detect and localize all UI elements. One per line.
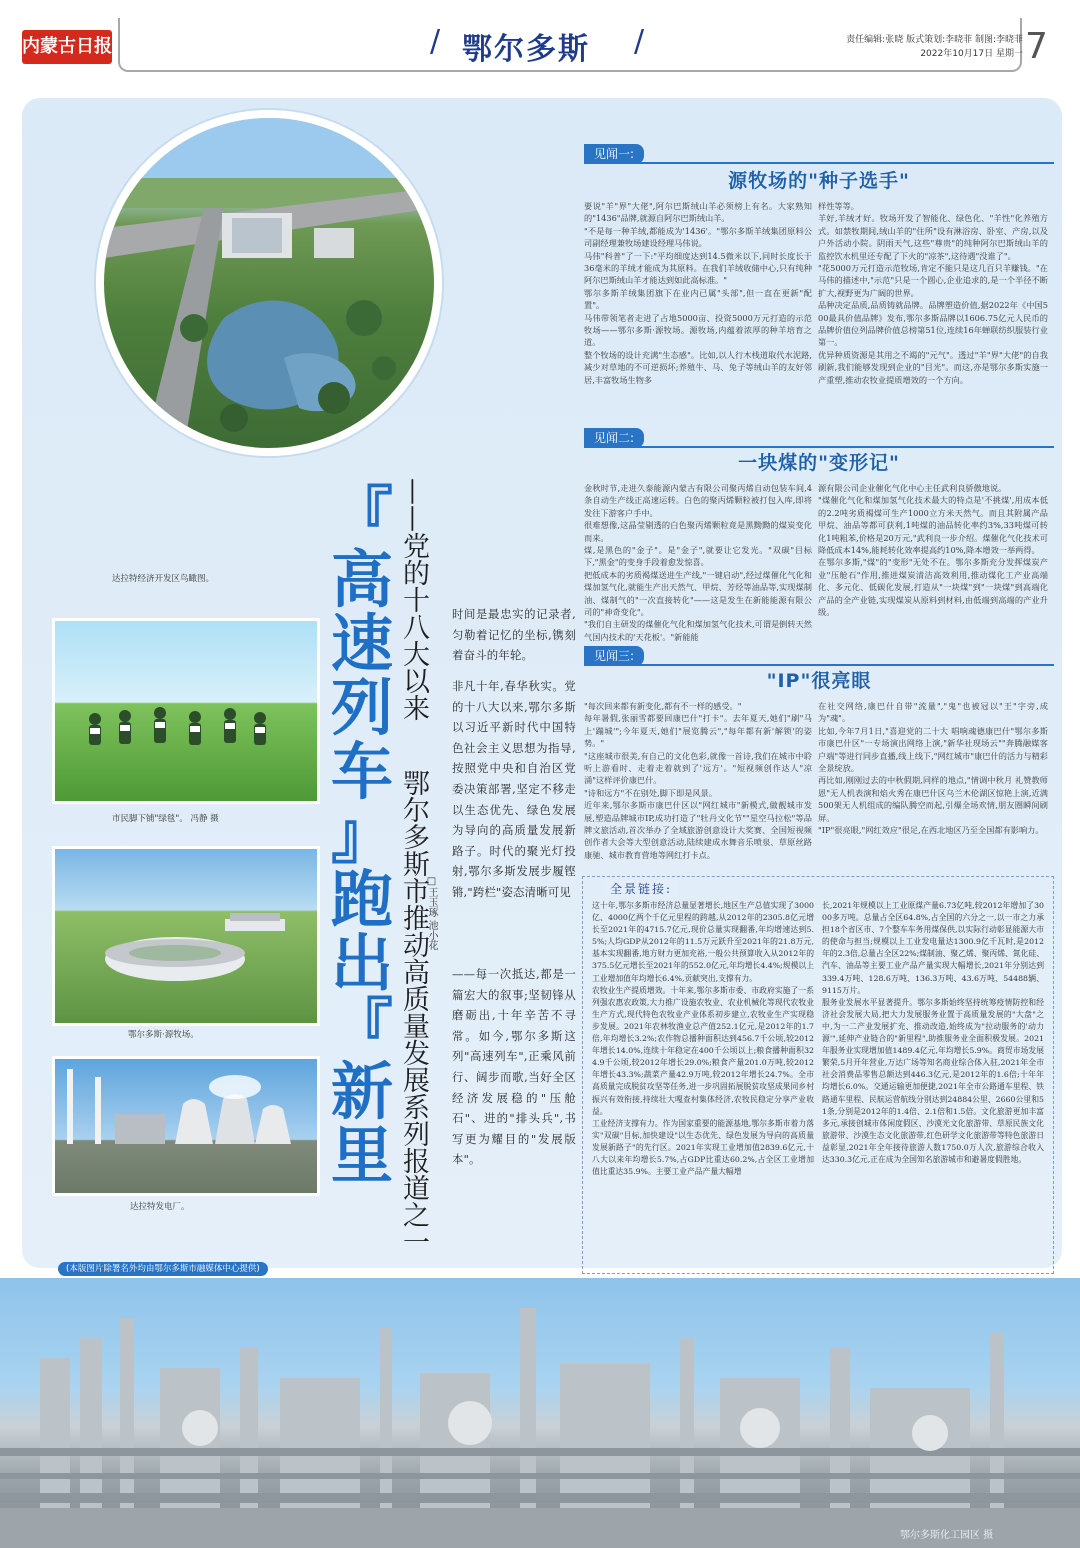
byline: □王玉琢 池小花 [426,876,437,951]
headline-char: 跑 [330,863,393,936]
glance-title: 全景链接: [604,880,678,897]
glance-text-left: 这十年,鄂尔多斯市经济总量显著增长,地区生产总值实现了3000亿、4000亿两个千亿元里程的跨越,从2012年的2305.8亿元增长至2021年的4715.7亿元,现价总量实现翻番,年均增速达到5.5%;人均GDP从2012年的11.5万元跃升至2021年的21.8万元,基本实现翻番,地方财力更加充裕,一般公共预算收入从2012年的375.5亿元增长至2021年的552.0亿元,年均增长4.4%;规模以上工业增加值年均增长6.4%,贡献突出,支撑有力。 农牧业生产提质增效。十年来,鄂尔多斯市委、市政府实施了一系列强农惠农政策,大力推广设施农牧业、农业机械化等现代农牧业生产方式,现代特色农牧业产业体系初步建立,农牧业生产实现稳步发展。2021年农林牧渔业总产值252.1亿元,是2012年的1.7倍,年均增长3.2%;农作物总播种面积达到456.7千公顷,较2012年增长14.0%,连续十年稳定在400千公顷以上;粮食播种面积324.9千公顷,较2012年增长29.0%;粮食产量201.0万吨,较2012年增长43.3%;蔬菜产量42.9万吨,较2012年增长24.7%。全市高质量完成脱贫攻坚等任务,进一步巩固拓展脱贫攻坚成果同乡村振兴有效衔接,持续壮大嘎查村集体经济,农牧民稳定分享产业收益。 工业经济支撑有力。作为国家重要的能源基地,鄂尔多斯市着力落实"双碳"目标,加快建设"以生态优先、绿色发展为导向的高质量发展新路子"的先行区。2021年实现工业增加值2839.6亿元,十八大以来年均增长5.7%,占GDP比重达60.2%,占全区工业增加值比重达35.9%。主要工业产品产量大幅增 [592,901,814,1177]
section-2-tag: 见闻二: [584,428,644,448]
ranch-photo [52,846,320,1026]
headline-char: 速 [330,607,393,680]
industrial-panorama [0,1278,1080,1548]
section-2-text-left: 金秋时节,走进久泰能源内蒙古有限公司聚丙烯自动包装车间,4条自动生产线正高速运转。白色的聚丙烯颗粒被打包入库,即将发往下游客户手中。 很难想像,这晶莹剔透的白色聚丙烯颗粒竟是黑黝黝的煤炭变化而来。 煤,是黑色的"金子"。是"金子",就要让它发光。"双碳"目标下,"黑金"的变身手段着愈发惊喜。 把低成本的劣质褐煤送进生产线,"一键启动",经过煤催化气化和煤加氢气化,就能生产出天然气、甲烷、芳烃等油品等,实现煤制油、煤制气的"一次直接转化"——这是发生在新能能源有限公司的"神奇变化"。 "我们自主研发的煤催化气化和煤加氢气化技术,可谓是倒转天然气国内技术的'天花板'。"新能能 [584,483,812,642]
headline-main [322,479,402,1192]
header-slash-right: / [634,24,645,59]
headline-char: 『 [330,479,393,552]
headline-char: 新 [330,1055,393,1128]
intro-para-3: ——每一次抵达,都是一篇宏大的叙事;坚韧锋从磨砺出,十年辛苦不寻常。如今,鄂尔多斯这列"高速列车",正乘风前行、阔步而歌,当好全区经济发展稳的"压舱石"、进的"排头兵",书写更为耀目的"发展版本"。 [452,967,576,1167]
masthead-logo: 内蒙古日报 [22,30,112,64]
section-3-text-left: "每次回来都有新变化,都有不一样的感受。" 每年暑假,张丽雪都要回康巴什"打卡"。去年夏天,她们"刷"马上'蹦城'";今年夏天,她们"展览腾云","每年都有新'解锁'的姿势。" "这座城市很美,有自己的文化色彩,就像一首诗,我们在城市中聆听上游看时、走着走着就到了'远方'。"短视频创作达人"凉涌"这样评价康巴什。 "诗和远方"不在别处,脚下即是风景。 近年来,鄂尔多斯市康巴什区以"网红城市"新模式,做靓城市发展,塑造品牌城市IP,成功打造了"牡丹文化节""星空马拉松"等品牌文旅活动,首次举办了全域旅游创意设计大奖赛、全国短视频创作者大会等大型创意活动,陆续建成水舞音乐喷泉、草原丝路康驰、城市教育营地等网红打卡点。 [584,701,812,860]
section-1-title: 源牧场的"种子选手" [728,170,910,192]
section-1-rule [584,162,1054,164]
headline-subtitle-1: ——党的十八大以来 [398,478,429,721]
ranch-caption: 鄂尔多斯·源牧场。 [128,1030,199,1040]
headline-char: 车 [330,735,393,808]
headline-char: 』 [330,799,393,872]
aerial-caption: 达拉特经济开发区鸟瞰图。 [112,574,215,584]
section-2-text-right: 源有限公司企业催化气化中心主任武利良骄傲地说。 "煤催化气化和煤加氢气化技术最大的特点是'不挑煤',用成本低的2.2吨劣质褐煤可生产1000立方米天然气。而且其附属产品甲烷、油品等都可获利,1吨煤的油品转化率约3%,33吨煤可转化1吨粗苯,价格是20万元,"武利良一步介绍。煤催化气化技术可降低成本14%,能耗转化效率提高约10%,降本增效一举两得。 在鄂尔多斯,"煤"的"变形"无处不在。鄂尔多斯充分发挥煤炭产业"压舱石"作用,推进煤炭清洁高效利用,推动煤化工产业高端化、多元化、低碳化发展,打造从"一块煤"到"一块煤"到高端化产品的全产业链,实现煤炭从原料到材料,由低端到高端的产业升级。 [818,483,1048,618]
page-name: 鄂尔多斯 [462,32,590,67]
page-number: 7 [1025,26,1048,67]
header-slash-left: / [430,24,441,59]
headline-char: 列 [330,671,393,744]
intro-para-1: 时间是最忠实的记录者,匀勒着记忆的坐标,镌刻着奋斗的年轮。 [452,607,576,663]
intro-para-2: 非凡十年,春华秋实。党的十八大以来,鄂尔多斯以习近平新时代中国特色社会主义思想为指导,按照党中央和自治区党委决策部署,坚定不移走以生态优先、绿色发展为导向的高质量发展新路子。时代的聚光灯投射,鄂尔多斯发展步履铿锵,"跨栏"姿态清晰可见 [452,679,576,899]
plant-photo [52,1056,320,1196]
panorama-caption: 鄂尔多斯化工园区 摄 [900,1530,994,1541]
headline-subtitle-2: 鄂尔多斯市推动高质量发展系列报道之一 [398,769,429,1255]
glance-text-right: 长,2021年规模以上工业原煤产量6.73亿吨,较2012年增加了3000多万吨。总量占全区64.8%,占全国的六分之一,以一市之力承担18个省区市、7个整车车务用煤保供,以实际行动彰显能源大市的使命与担当;规模以上工业发电量达1300.9亿千瓦时,是2012年的2.3倍,总量占全区22%;煤制油、聚乙烯、聚丙烯、氮化硅、汽车、油品等主要工业产品产量实现大幅增长,2021年分别达到339.4万吨、128.6万吨、136.3万吨、43.6万吨、54488辆、9115万片。 服务业发展水平显著提升。鄂尔多斯始终坚持统筹疫情防控和经济社会发展大局,把大力发展服务业置于高质量发展的"大盘"之中,为一二产业发展扩充、推动改造,始终成为"拉动服务的'动力源'",延伸产业链合的"新里程",助推服务业全面积极发展。2021年服务业实现增加值1489.4亿元,年均增长5.9%。商贸市场发展繁荣,5月开年营业,万达广场等知名商业综合体入驻,2021年全市社会消费品零售总额达到446.3亿元,是2012年的1.6倍;十年年均增长6.0%。交通运输更加便捷,2021年全市公路通车里程、铁路通车里程、民航运营航线分别达到24884公里、2660公里和51条,分别是2012年的1.4倍、2.1倍和1.5倍。文化旅游更加丰富多元,承接创城市体闲度假区、沙漠光文化旅游带、草原民族文化旅游带、沙漠生态文化旅游带,红色研学文化旅游带等特色旅游日益彰显,2021年全年接待旅游人数1750.0万人次,旅游综合收入达330.3亿元,正在成为全国知名旅游城市和避暑度假胜地。 [822,901,1044,1164]
section-3-tag: 见闻三: [584,646,644,666]
children-illustration [55,621,317,801]
children-caption: 市民脚下铺"绿毯"。 冯静 摄 [112,814,219,824]
plant-illustration [55,1059,317,1193]
headline-char: 『 [330,991,393,1064]
ranch-illustration [55,849,317,1023]
plant-caption: 达拉特发电厂。 [130,1202,190,1212]
section-1-tag: 见闻一: [584,144,644,164]
section-1-text-right: 样性等等。 羊好,羊绒才好。牧场开发了智能化、绿色化、"羊性"化养殖方式。如禁牧期间,绒山羊的"住所"设有淋浴房、卧室、产房,以及户外活动小院。阴雨天气,这些"尊贵"的纯种阿尔巴斯绒山羊的监控饮水机里还专配了下火的"凉茶",这待遇"没谁了"。 "花5000万元打造示范牧场,肯定不能只是这几百只羊赚钱。"在马伟的描述中,"示范"只是一个圆心,企业追求的,是一个半径不断扩大,视野更为广阔的世界。 品种决定品质,品质铸就品牌。品牌塑造价值,据2022年《中国500最具价值品牌》发布,鄂尔多斯品牌以1606.75亿元人民币的品牌价值位列品牌价值总榜第51位,连续16年蝉联纺织服装行业第一。 优异种质资源是其用之不竭的"元气"。透过"羊"界"大佬"的自我刷新,我们能够发现到企业的"目光"。而这,亦是鄂尔多斯实施一产重塑,推动农牧业提质增效的一个方向。 [818,201,1048,385]
editors-line: 责任编辑:张晓 版式策划:李晓菲 制图:李晓菲 [846,35,1023,45]
section-3-title: "IP"很亮眼 [766,670,872,692]
children-photo [52,618,320,804]
aerial-photo [96,110,442,456]
photo-credit-badge: (本版图片除署名外均由鄂尔多斯市融媒体中心提供) [58,1262,268,1276]
headline-char: 出 [330,927,393,1000]
issue-date: 2022年10月17日 星期一 [920,49,1023,59]
headline-char: 高 [330,543,393,616]
industrial-illustration [0,1278,1080,1548]
section-3-text-right: 在社交网络,康巴什自带"流量","鬼"也被冠以"王"字旁,成为"魂"。 比如,今年7月1日,"喜迎党的二十大 唱响魂德康巴什"鄂尔多斯市康巴什区"一专场演出网络上演,"新华社现场云""奔腾融媒客户端"等进行同步直播,线上线下,"网红城市"康巴什的活力与精彩全景绽放。 再比如,刚刚过去的中秋假期,同样的地点,"情调中秋月 礼赞教师恩"无人机表演和焰火秀在康巴什区乌兰木伦湖区惊艳上演,近满500架无人机组成的编队腾空而起,引爆全场欢情,朋友圈瞬间刷屏。 "IP"很亮眼,"网红效应"很足,在西北地区乃至全国都有影响力。 [818,701,1048,836]
headline-char: 里 [330,1119,393,1192]
aerial-illustration [104,118,434,448]
section-2-title: 一块煤的"变形记" [738,452,900,474]
section-1-text-left: 要说"羊"界"大佬",阿尔巴斯绒山羊必须榜上有名。大家熟知的"1436"品牌,就源自阿尔巴斯绒山羊。 "不是每一种羊绒,都能成为'1436'。"鄂尔多斯羊绒集团原料公司副经理兼牧场建设经理马伟说。 马伟"科普"了一下:"平均细度达到14.5微米以下,同时长度长于36毫米的羊绒才能成为其原料。在我们羊绒收储中心,只有纯种阿尔巴斯绒山羊才能达到如此高标准。" 鄂尔多斯羊绒集团旗下在业内已属"头部",但一直在更新"配置"。 马伟带领笔者走进了占地5000亩、投资5000万元打造的示范牧场——鄂尔多斯·源牧场。源牧场,内蕴着浓厚的种羊培育之道。 整个牧场的设计充满"生态感"。比如,以人行木栈道取代水泥路,减少对草地的不可逆损坏;养殖牛、马、兔子等绒山羊的友好邻居,丰富牧场生物多 [584,201,812,385]
